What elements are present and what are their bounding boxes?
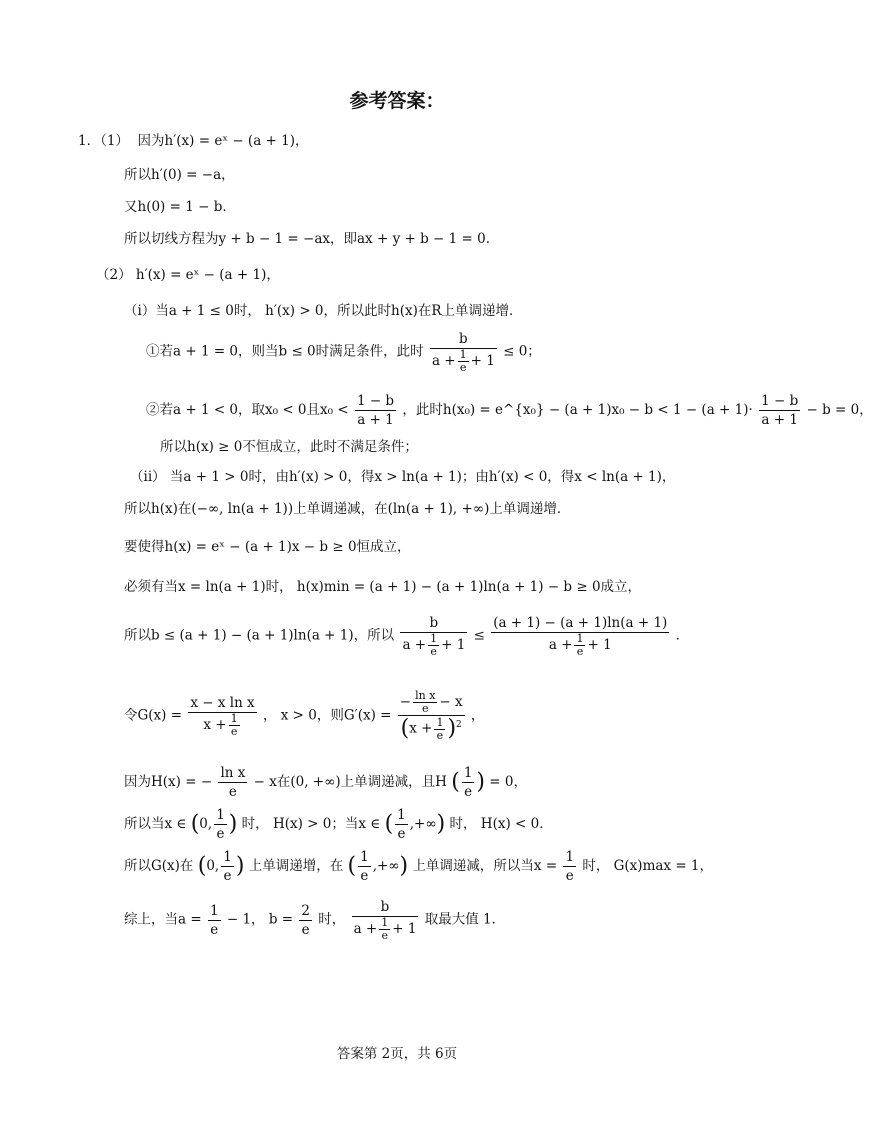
fraction-G-prime: − $\frac{\text{ln x}}{e}$ − x (x + $\frac{1}{e}$ )$^2$	[399, 689, 463, 742]
case-i-line: （i）当a + 1 ≤ 0时， h′(x) > 0，所以此时h(x)在R上单调递增．	[124, 303, 523, 319]
page-title: 参考答案：	[349, 90, 445, 112]
H-sign-line: 所以当x ∈ (0, $\frac{1}{e}$ ) 时， H(x) > 0；当x ∈ ( $\frac{1}{e}$ ,+∞) 时， H(x) < 0．	[124, 807, 553, 842]
fraction-b-over-a-plus-1-over-e-plus-1: b a + $\frac{1}{e}$ + 1	[431, 331, 495, 374]
monotonic-line: 所以h(x)在(−∞, ln(a + 1))上单调递减，在(ln(a + 1), +∞)上单调递增．	[124, 501, 571, 517]
minimum-line: 必须有当x = ln(a + 1)时， h(x)min = (a + 1) − (a + 1)ln(a + 1) − b ≥ 0成立，	[124, 579, 642, 595]
case-ii-line: （ii） 当a + 1 > 0时，由h′(x) > 0，得x > ln(a + 1)；由h′(x) < 0，得x < ln(a + 1)，	[130, 469, 676, 485]
define-G-line: 令G(x) = x − x ln x x + $\frac{1}{e}$ ， x > 0，则G′(x) = − $\frac{\text{ln x}}{e}$ − x (x + $\frac{1}{e}$ )$^2$ ，	[124, 689, 485, 742]
page-footer: 答案第 2页，共 6页	[336, 1046, 458, 1062]
answer-1-part-1-line-1: 1．（1） 因为h′(x) = eˣ − (a + 1)，	[78, 133, 309, 149]
G-monotonic-line: 所以G(x)在 (0, $\frac{1}{e}$ ) 上单调递增，在 ( $\frac{1}{e}$ ,+∞) 上单调递减，所以当x = $\frac{1}{e}$ 时， G(x)max = 1，	[124, 849, 714, 884]
inequality-line: 所以b ≤ (a + 1) − (a + 1)ln(a + 1)，所以 b a + $\frac{1}{e}$ + 1 ≤ (a + 1) − (a + 1)ln(a + 1) a + $\frac{1}{e}$ + 1 ．	[124, 615, 690, 658]
case-i-conclusion: 所以h(x) ≥ 0不恒成立，此时不满足条件；	[160, 439, 418, 455]
fraction-G: x − x ln x x + $\frac{1}{e}$	[190, 694, 255, 738]
answer-line-4: 所以切线方程为y + b − 1 = −ax，即ax + y + b − 1 = 0．	[124, 231, 500, 247]
condition-line: 要使得h(x) = eˣ − (a + 1)x − b ≥ 0恒成立，	[124, 539, 411, 555]
fraction-lhs: b a + $\frac{1}{e}$ + 1	[402, 615, 466, 658]
answer-line-2: 所以h′(0) = −a，	[124, 167, 235, 183]
answer-part-2-line: （2） h′(x) = eˣ − (a + 1)，	[96, 267, 280, 283]
conclusion-line: 综上，当a = $\frac{1}{e}$ − 1， b = $\frac{2}{e}$ 时， b a + $\frac{1}{e}$ + 1 取最大值 1．	[124, 899, 506, 942]
fraction-rhs: (a + 1) − (a + 1)ln(a + 1) a + $\frac{1}{e}$ + 1	[493, 615, 668, 658]
define-H-line: 因为H(x) = − $\frac{\text{ln x}}{e}$ − x在(0, +∞)上单调递减，且H ( $\frac{1}{e}$ ) = 0，	[124, 765, 527, 800]
case-i-subcase-2: ②若a + 1 < 0，取x₀ < 0且x₀ < $\frac{1 - b}{a + 1}$ ，此时h(x₀) = e^{x₀} − (a + 1)x₀ − b < 1 − (a + 1)· $\frac{1 - b}{a + 1}$ − b = 0，	[146, 393, 873, 428]
fraction-1-minus-b-over-a-plus-1-second: $\frac{1 - b}{a + 1}$	[761, 393, 799, 428]
fraction-1-minus-b-over-a-plus-1: $\frac{1 - b}{a + 1}$	[356, 393, 395, 428]
case-i-subcase-1: ①若a + 1 = 0，则当b ≤ 0时满足条件，此时 b a + $\frac{1}{e}$ + 1 ≤ 0；	[146, 331, 541, 374]
fraction-final: b a + $\frac{1}{e}$ + 1	[353, 899, 417, 942]
answer-line-3: 又h(0) = 1 − b．	[124, 199, 236, 215]
